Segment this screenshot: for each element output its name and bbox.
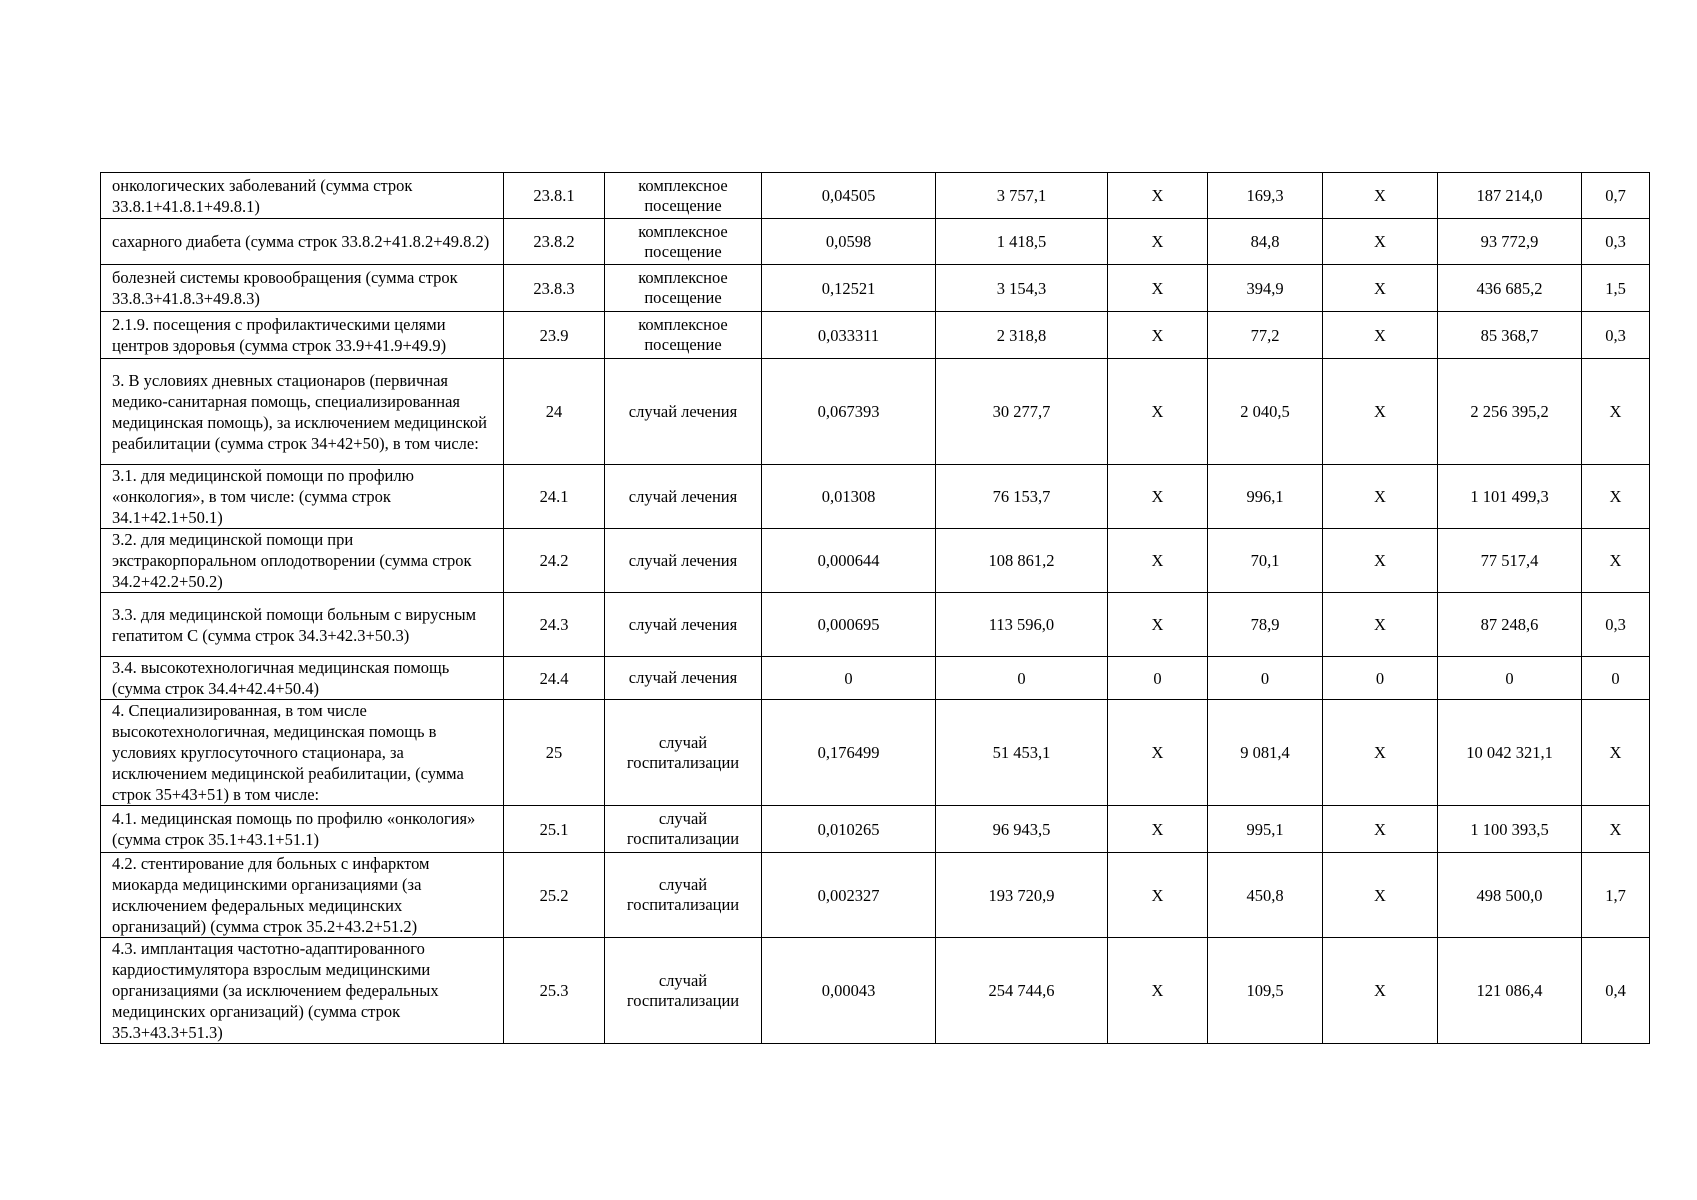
cell-unit: случай госпитализации bbox=[605, 806, 762, 853]
cell-cost-norm: 113 596,0 bbox=[936, 593, 1108, 657]
table-row bbox=[101, 219, 1650, 265]
cell-cost-oms: 187 214,0 bbox=[1438, 173, 1582, 219]
table-row bbox=[101, 806, 1650, 853]
table-row bbox=[101, 853, 1650, 938]
cell-row-number: 24.3 bbox=[504, 593, 605, 657]
cell-cost-budget: X bbox=[1323, 593, 1438, 657]
cell-indicator-name: болезней системы кровообращения (сумма строк 33.8.3+41.8.3+49.8.3) bbox=[101, 265, 504, 312]
cell-unit: комплексное посещение bbox=[605, 265, 762, 312]
cell-cost-oms: 436 685,2 bbox=[1438, 265, 1582, 312]
cell-unit: случай госпитализации bbox=[605, 853, 762, 938]
cell-row-number: 24 bbox=[504, 359, 605, 465]
cell-unit: случай лечения bbox=[605, 657, 762, 700]
table-row bbox=[101, 700, 1650, 806]
cell-cost-norm: 2 318,8 bbox=[936, 312, 1108, 359]
cell-per-capita-oms: 394,9 bbox=[1208, 265, 1323, 312]
cell-volume-norm: 0,176499 bbox=[762, 700, 936, 806]
cell-cost-norm: 193 720,9 bbox=[936, 853, 1108, 938]
cell-volume-norm: 0,00043 bbox=[762, 938, 936, 1044]
cell-cost-budget: X bbox=[1323, 312, 1438, 359]
cell-cost-budget: X bbox=[1323, 465, 1438, 529]
cell-share: 0,3 bbox=[1582, 593, 1650, 657]
cell-cost-norm: 51 453,1 bbox=[936, 700, 1108, 806]
table-body bbox=[101, 173, 1650, 1044]
cell-per-capita-budget: X bbox=[1108, 593, 1208, 657]
cell-row-number: 23.8.1 bbox=[504, 173, 605, 219]
cell-cost-oms: 93 772,9 bbox=[1438, 219, 1582, 265]
table-row bbox=[101, 173, 1650, 219]
cell-indicator-name: 4. Специализированная, в том числе высокотехнологичная, медицинская помощь в условиях круглосуточного стационара, за исключением медицинской реабилитации, (сумма строк 35+43+51) в том числе: bbox=[101, 700, 504, 806]
cell-unit: комплексное посещение bbox=[605, 173, 762, 219]
cell-cost-oms: 0 bbox=[1438, 657, 1582, 700]
cell-cost-norm: 3 757,1 bbox=[936, 173, 1108, 219]
cell-per-capita-oms: 450,8 bbox=[1208, 853, 1323, 938]
cell-per-capita-budget: X bbox=[1108, 359, 1208, 465]
cell-cost-budget: X bbox=[1323, 219, 1438, 265]
cell-cost-oms: 77 517,4 bbox=[1438, 529, 1582, 593]
cell-per-capita-oms: 84,8 bbox=[1208, 219, 1323, 265]
cell-indicator-name: онкологических заболеваний (сумма строк 33.8.1+41.8.1+49.8.1) bbox=[101, 173, 504, 219]
data-table bbox=[100, 172, 1650, 1044]
cell-unit: случай лечения bbox=[605, 465, 762, 529]
cell-per-capita-oms: 0 bbox=[1208, 657, 1323, 700]
cell-share: 0,3 bbox=[1582, 312, 1650, 359]
cell-unit: случай лечения bbox=[605, 593, 762, 657]
cell-cost-budget: X bbox=[1323, 529, 1438, 593]
cell-cost-budget: X bbox=[1323, 806, 1438, 853]
cell-unit: случай лечения bbox=[605, 359, 762, 465]
cell-share: 0,3 bbox=[1582, 219, 1650, 265]
cell-row-number: 23.8.3 bbox=[504, 265, 605, 312]
cell-per-capita-oms: 77,2 bbox=[1208, 312, 1323, 359]
cell-share: X bbox=[1582, 359, 1650, 465]
cell-cost-norm: 30 277,7 bbox=[936, 359, 1108, 465]
cell-volume-norm: 0,067393 bbox=[762, 359, 936, 465]
table-row bbox=[101, 593, 1650, 657]
cell-share: X bbox=[1582, 700, 1650, 806]
cell-cost-budget: X bbox=[1323, 938, 1438, 1044]
cell-unit: случай лечения bbox=[605, 529, 762, 593]
cell-cost-budget: 0 bbox=[1323, 657, 1438, 700]
cell-cost-oms: 1 101 499,3 bbox=[1438, 465, 1582, 529]
cell-cost-oms: 498 500,0 bbox=[1438, 853, 1582, 938]
cell-share: 0 bbox=[1582, 657, 1650, 700]
cell-volume-norm: 0,033311 bbox=[762, 312, 936, 359]
cell-volume-norm: 0,002327 bbox=[762, 853, 936, 938]
cell-unit: случай госпитализации bbox=[605, 938, 762, 1044]
cell-volume-norm: 0 bbox=[762, 657, 936, 700]
cell-indicator-name: 2.1.9. посещения с профилактическими целями центров здоровья (сумма строк 33.9+41.9+49.9) bbox=[101, 312, 504, 359]
cell-indicator-name: 4.3. имплантация частотно-адаптированного кардиостимулятора взрослым медицинскими организациями (за исключением федеральных медицинских организаций) (сумма строк 35.3+43.3+51.3) bbox=[101, 938, 504, 1044]
cell-per-capita-budget: X bbox=[1108, 312, 1208, 359]
cell-indicator-name: 3.3. для медицинской помощи больным с вирусным гепатитом С (сумма строк 34.3+42.3+50.3) bbox=[101, 593, 504, 657]
cell-cost-budget: X bbox=[1323, 265, 1438, 312]
cell-volume-norm: 0,12521 bbox=[762, 265, 936, 312]
cell-share: X bbox=[1582, 529, 1650, 593]
cell-per-capita-budget: X bbox=[1108, 853, 1208, 938]
cell-row-number: 25.2 bbox=[504, 853, 605, 938]
table-row bbox=[101, 312, 1650, 359]
cell-cost-oms: 10 042 321,1 bbox=[1438, 700, 1582, 806]
cell-cost-budget: X bbox=[1323, 173, 1438, 219]
table-row bbox=[101, 657, 1650, 700]
cell-volume-norm: 0,000644 bbox=[762, 529, 936, 593]
cell-indicator-name: 3.1. для медицинской помощи по профилю «онкология», в том числе: (сумма строк 34.1+42.1+50.1) bbox=[101, 465, 504, 529]
cell-share: 0,7 bbox=[1582, 173, 1650, 219]
cell-per-capita-oms: 995,1 bbox=[1208, 806, 1323, 853]
cell-volume-norm: 0,010265 bbox=[762, 806, 936, 853]
cell-unit: комплексное посещение bbox=[605, 312, 762, 359]
cell-indicator-name: 3.4. высокотехнологичная медицинская помощь (сумма строк 34.4+42.4+50.4) bbox=[101, 657, 504, 700]
cell-cost-norm: 3 154,3 bbox=[936, 265, 1108, 312]
cell-share: 1,7 bbox=[1582, 853, 1650, 938]
cell-per-capita-budget: X bbox=[1108, 265, 1208, 312]
cell-share: X bbox=[1582, 806, 1650, 853]
cell-row-number: 24.1 bbox=[504, 465, 605, 529]
cell-cost-budget: X bbox=[1323, 853, 1438, 938]
cell-volume-norm: 0,0598 bbox=[762, 219, 936, 265]
cell-volume-norm: 0,04505 bbox=[762, 173, 936, 219]
cell-per-capita-budget: X bbox=[1108, 219, 1208, 265]
table-row bbox=[101, 938, 1650, 1044]
cell-cost-oms: 121 086,4 bbox=[1438, 938, 1582, 1044]
cell-cost-budget: X bbox=[1323, 700, 1438, 806]
cell-share: X bbox=[1582, 465, 1650, 529]
cell-cost-norm: 254 744,6 bbox=[936, 938, 1108, 1044]
cell-row-number: 25.3 bbox=[504, 938, 605, 1044]
cell-cost-norm: 96 943,5 bbox=[936, 806, 1108, 853]
cell-row-number: 23.9 bbox=[504, 312, 605, 359]
cell-per-capita-budget: X bbox=[1108, 806, 1208, 853]
cell-volume-norm: 0,000695 bbox=[762, 593, 936, 657]
cell-share: 1,5 bbox=[1582, 265, 1650, 312]
cell-indicator-name: 4.1. медицинская помощь по профилю «онкология» (сумма строк 35.1+43.1+51.1) bbox=[101, 806, 504, 853]
cell-per-capita-oms: 2 040,5 bbox=[1208, 359, 1323, 465]
cell-per-capita-budget: X bbox=[1108, 529, 1208, 593]
cell-row-number: 25 bbox=[504, 700, 605, 806]
cell-per-capita-oms: 996,1 bbox=[1208, 465, 1323, 529]
cell-indicator-name: сахарного диабета (сумма строк 33.8.2+41.8.2+49.8.2) bbox=[101, 219, 504, 265]
cell-unit: случай госпитализации bbox=[605, 700, 762, 806]
cell-cost-norm: 108 861,2 bbox=[936, 529, 1108, 593]
cell-row-number: 23.8.2 bbox=[504, 219, 605, 265]
cell-cost-norm: 76 153,7 bbox=[936, 465, 1108, 529]
table-row bbox=[101, 359, 1650, 465]
cell-cost-oms: 1 100 393,5 bbox=[1438, 806, 1582, 853]
table-row bbox=[101, 529, 1650, 593]
cell-per-capita-oms: 70,1 bbox=[1208, 529, 1323, 593]
cell-cost-oms: 85 368,7 bbox=[1438, 312, 1582, 359]
cell-cost-oms: 87 248,6 bbox=[1438, 593, 1582, 657]
cell-unit: комплексное посещение bbox=[605, 219, 762, 265]
cell-cost-norm: 1 418,5 bbox=[936, 219, 1108, 265]
cell-per-capita-budget: X bbox=[1108, 173, 1208, 219]
cell-row-number: 24.2 bbox=[504, 529, 605, 593]
cell-indicator-name: 3. В условиях дневных стационаров (первичная медико-санитарная помощь, специализированная медицинская помощь), за исключением медицинской реабилитации (сумма строк 34+42+50), в том числе: bbox=[101, 359, 504, 465]
cell-per-capita-oms: 78,9 bbox=[1208, 593, 1323, 657]
table-row bbox=[101, 265, 1650, 312]
cell-per-capita-budget: 0 bbox=[1108, 657, 1208, 700]
cell-per-capita-oms: 169,3 bbox=[1208, 173, 1323, 219]
cell-volume-norm: 0,01308 bbox=[762, 465, 936, 529]
cell-row-number: 24.4 bbox=[504, 657, 605, 700]
cell-indicator-name: 3.2. для медицинской помощи при экстракорпоральном оплодотворении (сумма строк 34.2+42.2+50.2) bbox=[101, 529, 504, 593]
cell-share: 0,4 bbox=[1582, 938, 1650, 1044]
table-row bbox=[101, 465, 1650, 529]
cell-cost-norm: 0 bbox=[936, 657, 1108, 700]
cell-per-capita-budget: X bbox=[1108, 465, 1208, 529]
cell-cost-budget: X bbox=[1323, 359, 1438, 465]
cell-per-capita-budget: X bbox=[1108, 700, 1208, 806]
cell-per-capita-oms: 109,5 bbox=[1208, 938, 1323, 1044]
cell-cost-oms: 2 256 395,2 bbox=[1438, 359, 1582, 465]
cell-per-capita-budget: X bbox=[1108, 938, 1208, 1044]
cell-row-number: 25.1 bbox=[504, 806, 605, 853]
cell-per-capita-oms: 9 081,4 bbox=[1208, 700, 1323, 806]
cell-indicator-name: 4.2. стентирование для больных с инфарктом миокарда медицинскими организациями (за исключением федеральных медицинских организаций) (сумма строк 35.2+43.2+51.2) bbox=[101, 853, 504, 938]
